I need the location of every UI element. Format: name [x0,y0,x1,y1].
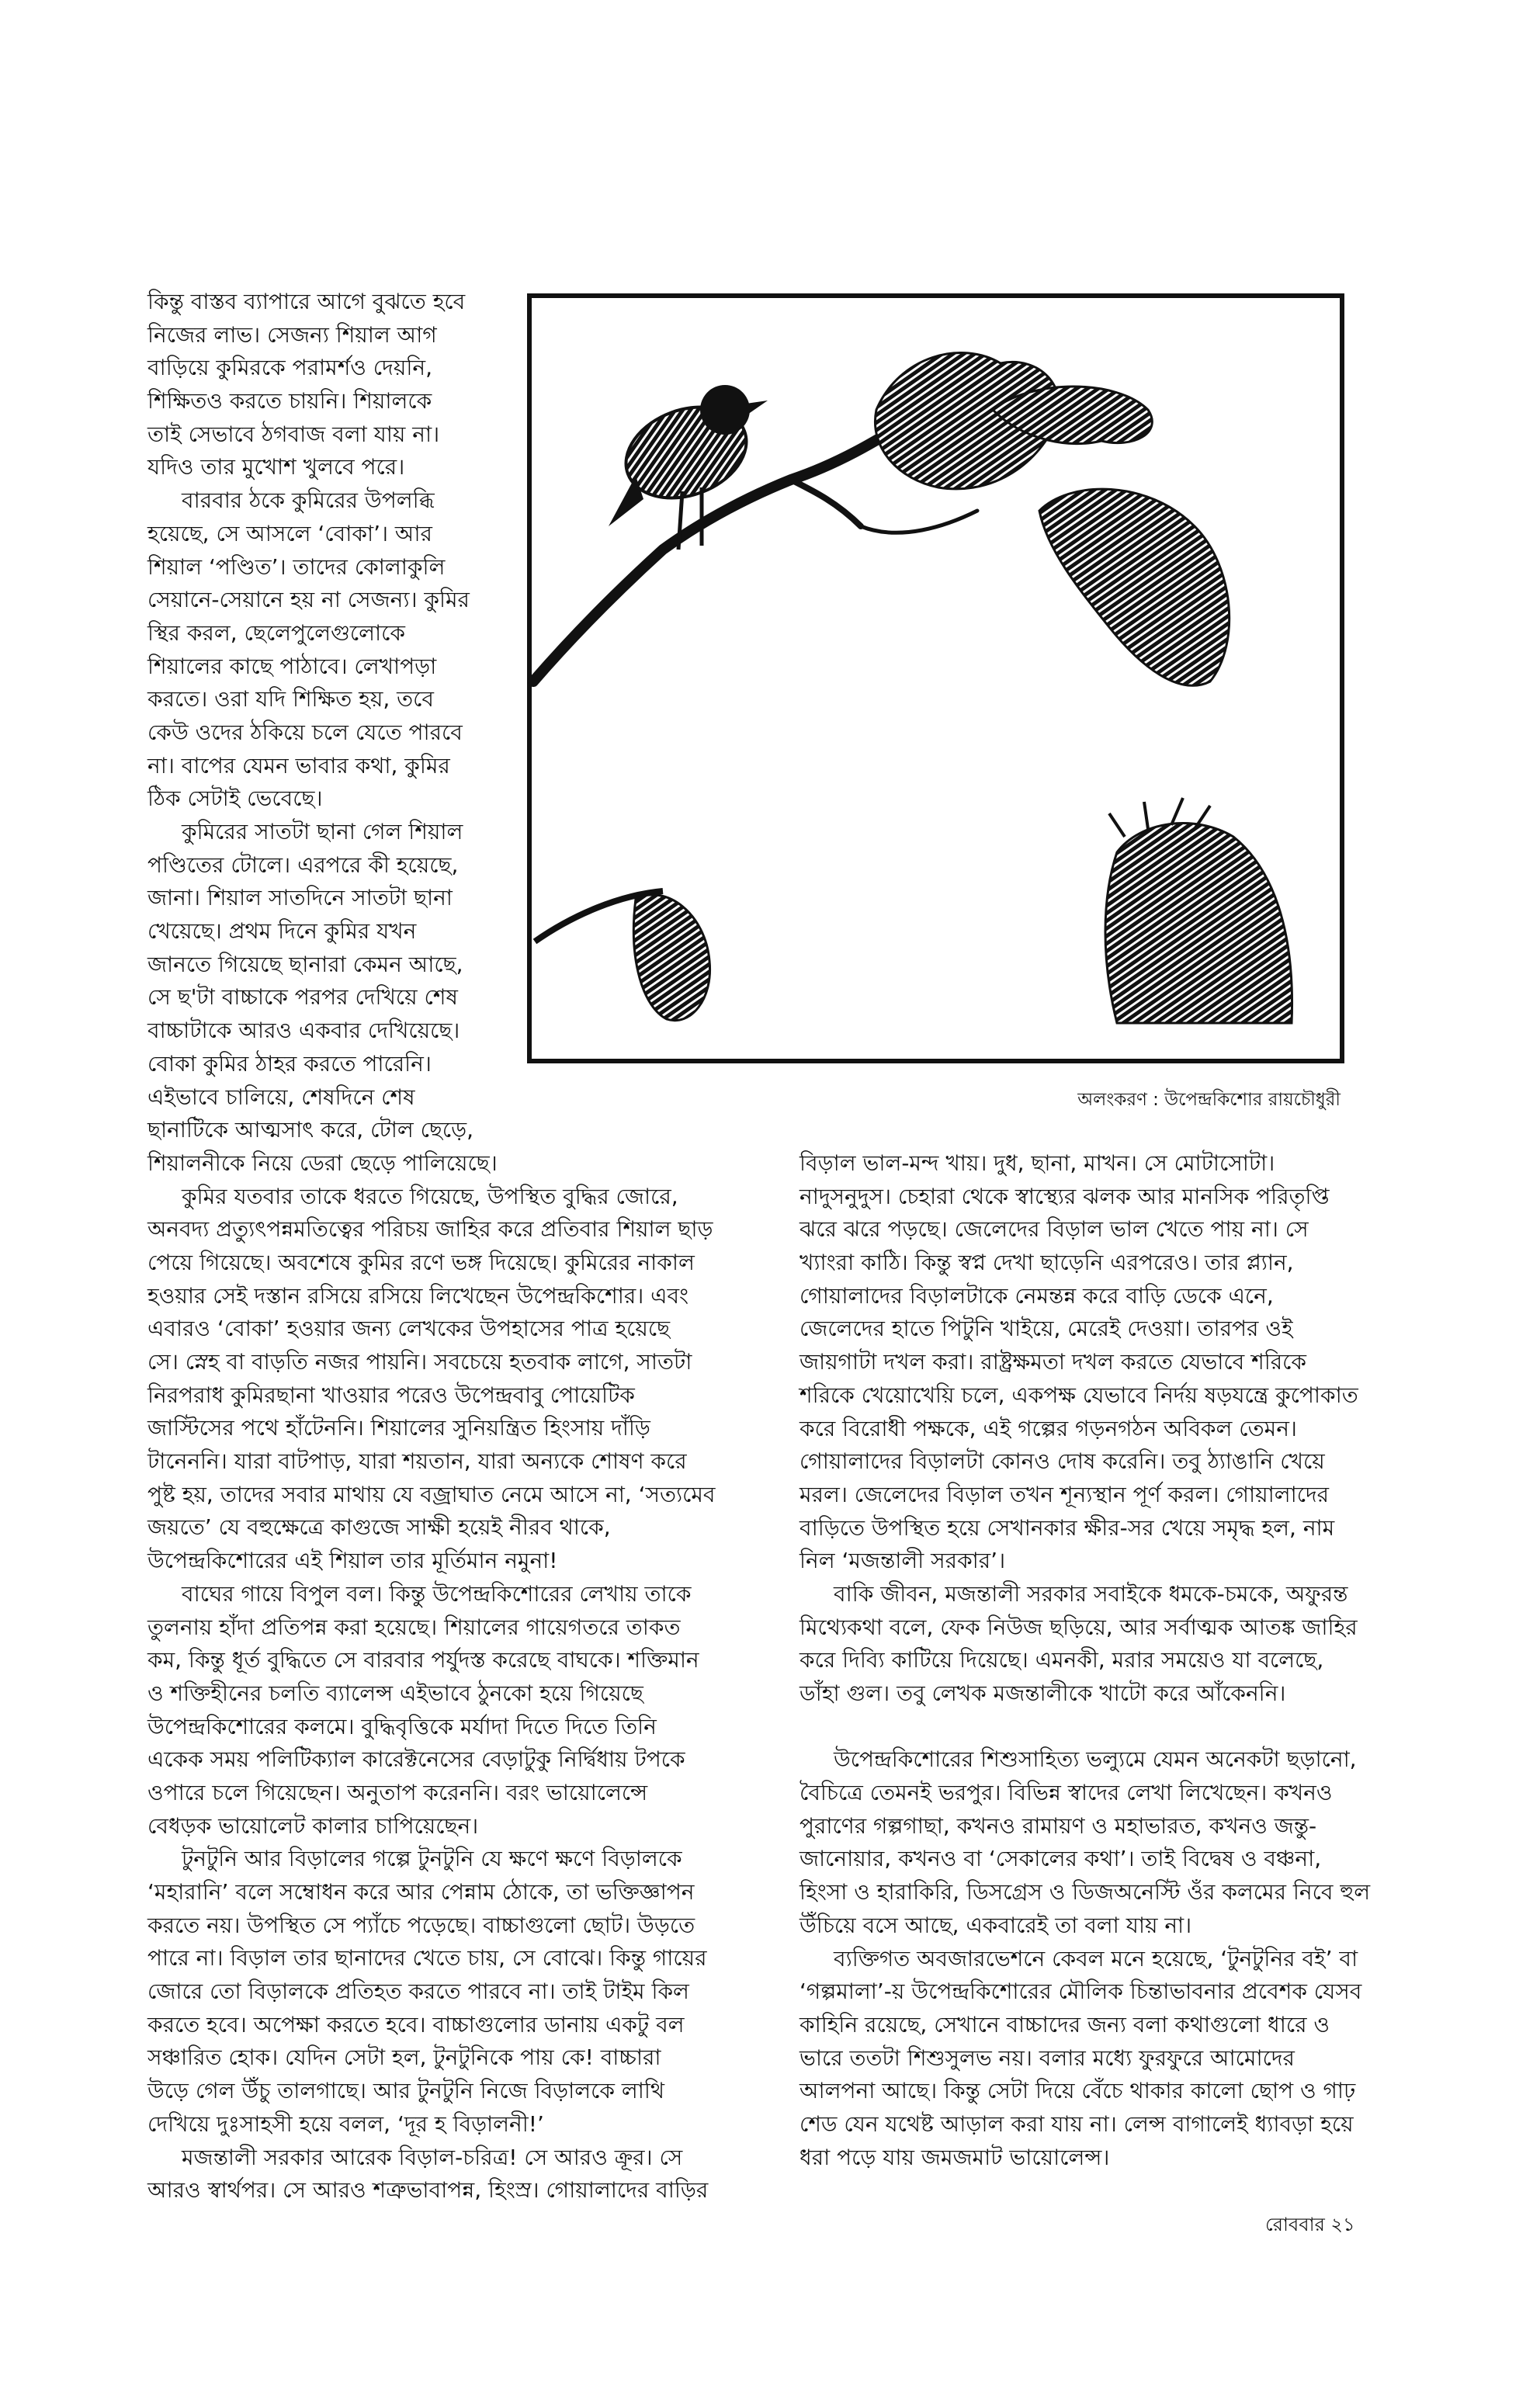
text-line: মিথ্যেকথা বলে, ফেক নিউজ ছড়িয়ে, আর সর্বাত্মক আতঙ্ক জাহির [799,1614,1358,1640]
right-column [799,1147,1397,2174]
text-line: ধরা পড়ে যায় জমজমাট ভায়োলেন্স। [799,2144,1110,2170]
paragraph [799,1147,1397,1578]
text-line: কেউ ওদের ঠকিয়ে চলে যেতে পারবে [147,719,463,745]
text-line: ছানাটিকে আত্মসাৎ করে, টোল ছেড়ে, [147,1117,474,1143]
text-line: কুমিরের সাতটা ছানা গেল শিয়াল [182,819,463,844]
text-line: করতে। ওরা যদি শিক্ষিত হয়, তবে [147,686,434,713]
text-line: একেক সময় পলিটিক্যাল কারেক্টনেসের বেড়াটুকু নির্দ্বিধায় টপকে [147,1746,685,1773]
text-line: মজন্তালী সরকার আরেক বিড়াল-চরিত্র! সে আরও ক্রূর। সে [182,2144,683,2170]
text-line: দেখিয়ে দুঃসাহসী হয়ে বলল, ‘দূর হ বিড়ালনী!’ [147,2110,544,2137]
text-line: হিংসা ও হারাকিরি, ডিসগ্রেস ও ডিজঅনেস্টি ওঁর কলমের নিবে হুল [799,1879,1371,1906]
text-line: জায়গাটা দখল করা। রাষ্ট্রক্ষমতা দখল করতে যেভাবে শরিকে [799,1349,1306,1375]
text-line: জানা। শিয়াল সাতদিনে সাতটা ছানা [147,885,453,911]
text-line: পণ্ডিতের টোলে। এরপরে কী হয়েছে, [147,851,459,878]
text-line: খেয়েছে। প্রথম দিনে কুমির যখন [147,918,417,945]
text-line: শিক্ষিতও করতে চায়নি। শিয়ালকে [147,388,432,414]
text-line: তুলনায় হাঁদা প্রতিপন্ন করা হয়েছে। শিয়ালের গায়েগতরে তাকত [147,1614,681,1640]
text-line: করতে নয়। উপস্থিত সে প্যাঁচে পড়েছে। বাচ্চাগুলো ছোট। উড়তে [147,1912,695,1938]
text-line: উপেন্দ্রকিশোরের এই শিয়াল তার মূর্তিমান নমুনা! [147,1548,558,1574]
text-line: ওপারে চলে গিয়েছেন। অনুতাপ করেননি। বরং ভায়োলেন্সে [147,1779,648,1805]
text-line: বেধড়ক ভায়োলেট কালার চাপিয়েছেন। [147,1812,479,1839]
text-line: শিয়ালের কাছে পাঠাবে। লেখাপড়া [147,653,437,679]
text-line: উপেন্দ্রকিশোরের শিশুসাহিত্য ভল্যুমে যেমন অনেকটা ছড়ানো, [834,1746,1357,1773]
page-folio: রোববার ২১ [1265,2214,1355,2235]
text-line: জাস্টিসের পথে হাঁটেননি। শিয়ালের সুনিয়ন্ত্রিত হিংসায় দাঁড়ি [147,1415,650,1441]
text-line: জেলেদের হাতে পিটুনি খাইয়ে, মেরেই দেওয়া। তারপর ওই [799,1316,1293,1342]
text-line: স্থির করল, ছেলেপুলেগুলোকে [147,619,405,646]
illustration-caption: অলংকরণ : উপেন্দ্রকিশোর রায়চৌধুরী [1077,1090,1341,1110]
text-line: উঁচিয়ে বসে আছে, একবারেই তা বলা যায় না। [799,1912,1192,1938]
text-line: খ্যাংরা কাঠি। কিন্তু স্বপ্ন দেখা ছাড়েনি এরপরেও। তার প্ল্যান, [799,1250,1294,1276]
text-line: শেড যেন যথেষ্ট আড়াল করা যায় না। লেন্স বাগালেই ধ্যাবড়া হয়ে [799,2110,1354,2137]
text-line: বাচ্চাটাকে আরও একবার দেখিয়েছে। [147,1018,460,1044]
text-line: হয়েছে, সে আসলে ‘বোকা’। আর [147,520,432,546]
text-line: করতে হবে। অপেক্ষা করতে হবে। বাচ্চাগুলোর ডানায় একটু বল [147,2011,685,2038]
text-line: বোকা কুমির ঠাহর করতে পারেনি। [147,1050,432,1077]
text-line: ‘গল্পমালা’-য় উপেন্দ্রকিশোরের মৌলিক চিন্তাভাবনার প্রবেশক যেসব [799,1979,1362,2005]
left-column [147,286,737,2207]
text-line: টুনটুনি আর বিড়ালের গল্পে টুনটুনি যে ক্ষণে ক্ষণে বিড়ালকে [182,1846,682,1872]
paragraph [799,1578,1397,1711]
text-line: বাড়িতে উপস্থিত হয়ে সেখানকার ক্ষীর-সর খেয়ে সমৃদ্ধ হল, নাম [799,1514,1335,1541]
paragraph [147,1181,737,1578]
text-line: নিজের লাভ। সেজন্য শিয়াল আগ [147,321,437,348]
text-line: উপেন্দ্রকিশোরের কলমে। বুদ্ধিবৃত্তিকে মর্যাদা দিতে দিতে তিনি [147,1713,657,1739]
paragraph [147,1843,737,2141]
text-line: নাদুসনুদুস। চেহারা থেকে স্বাস্থ্যের ঝলক আর মানসিক পরিতৃপ্তি [799,1183,1330,1209]
text-line: নিরপরাধ কুমিরছানা খাওয়ার পরেও উপেন্দ্রবাবু পোয়েটিক [147,1382,635,1408]
text-line: পুষ্ট হয়, তাদের সবার মাথায় যে বজ্রাঘাত নেমে আসে না, ‘সত্যমেব [147,1481,716,1507]
paragraph [147,286,737,484]
text-line: ঝরে ঝরে পড়ছে। জেলেদের বিড়াল ভাল খেতে পায় না। সে [799,1216,1309,1243]
paragraph [799,1943,1397,2175]
text-line: গোয়ালাদের বিড়ালটা কোনও দোষ করেনি। তবু ঠ্যাঙানি খেয়ে [799,1448,1325,1475]
text-line: না। বাপের যেমন ভাবার কথা, কুমির [147,752,450,779]
text-line: নিল ‘মজন্তালী সরকার’। [799,1548,1006,1574]
text-line: বারবার ঠকে কুমিরের উপলব্ধি [182,487,435,514]
text-line: করে বিরোধী পক্ষকে, এই গল্পের গড়নগঠন অবিকল তেমন। [799,1415,1297,1441]
paragraph [147,1578,737,1843]
text-line: উড়ে গেল উঁচু তালগাছে। আর টুনটুনি নিজে বিড়ালকে লাথি [147,2078,665,2104]
text-line: ভারে ততটা শিশুসুলভ নয়। বলার মধ্যে ফুরফুরে আমোদের [799,2044,1295,2071]
text-line: পুরাণের গল্পগাছা, কখনও রামায়ণ ও মহাভারত, কখনও জন্তু- [799,1812,1317,1839]
text-line: বিড়াল ভাল-মন্দ খায়। দুধ, ছানা, মাখন। সে মোটাসোটা। [799,1150,1275,1176]
paragraph-gap [799,1711,1397,1744]
text-line: জানতে গিয়েছে ছানারা কেমন আছে, [147,951,463,977]
text-line: কুমির যতবার তাকে ধরতে গিয়েছে, উপস্থিত বুদ্ধির জোরে, [182,1183,678,1209]
text-line: জানোয়ার, কখনও বা ‘সেকালের কথা’। তাই বিদ্বেষ ও বঞ্চনা, [799,1846,1322,1872]
text-line: আলপনা আছে। কিন্তু সেটা দিয়ে বেঁচে থাকার কালো ছোপ ও গাঢ় [799,2078,1356,2104]
text-line: জোরে তো বিড়ালকে প্রতিহত করতে পারবে না। তাই টাইম কিল [147,1979,689,2005]
text-line: কাহিনি রয়েছে, সেখানে বাচ্চাদের জন্য বলা কথাগুলো ধারে ও [799,2011,1330,2038]
paragraph [147,2142,737,2207]
text-line: হওয়ার সেই দস্তান রসিয়ে রসিয়ে লিখেছেন উপেন্দ্রকিশোর। এবং [147,1282,689,1309]
text-line: সে ছ'টা বাচ্চাকে পরপর দেখিয়ে শেষ [147,984,458,1011]
text-line: পেয়ে গিয়েছে। অবশেষে কুমির রণে ভঙ্গ দিয়েছে। কুমিরের নাকাল [147,1249,695,1275]
text-line: ডাঁহা গুল। তবু লেখক মজন্তালীকে খাটো করে আঁকেননি। [799,1680,1286,1706]
text-line: বৈচিত্রে তেমনই ভরপুর। বিভিন্ন স্বাদের লেখা লিখেছেন। কখনও [799,1780,1333,1806]
text-line: সে। স্নেহ বা বাড়তি নজর পায়নি। সবচেয়ে হতবাক লাগে, সাতটা [147,1349,692,1375]
text-line: ঠিক সেটাই ভেবেছে। [147,786,323,812]
text-line: শিয়ালনীকে নিয়ে ডেরা ছেড়ে পালিয়েছে। [147,1150,498,1176]
text-line: বাঘের গায়ে বিপুল বল। কিন্তু উপেন্দ্রকিশোরের লেখায় তাকে [182,1580,692,1607]
text-line: টানেননি। যারা বাটপাড়, যারা শয়তান, যারা অন্যকে শোষণ করে [147,1448,687,1475]
text-line: ও শক্তিহীনের চলতি ব্যালেন্স এইভাবে ঠুনকো হয়ে গিয়েছে [147,1680,643,1706]
text-line: বাকি জীবন, মজন্তালী সরকার সবাইকে ধমকে-চমকে, অফুরন্ত [834,1580,1348,1607]
text-line: ‘মহারানি’ বলে সম্বোধন করে আর পেন্নাম ঠোকে, তা ভক্তিজ্ঞাপন [147,1879,695,1905]
text-line: আরও স্বার্থপর। সে আরও শত্রুভাবাপন্ন, হিংস্র। গোয়ালাদের বাড়ির [147,2177,709,2204]
text-line: ব্যক্তিগত অবজারভেশনে কেবল মনে হয়েছে, ‘টুনটুনির বই’ বা [834,1945,1358,1972]
paragraph [147,816,737,1181]
text-line: করে দিব্যি কাটিয়ে দিয়েছে। এমনকী, মরার সময়েও যা বলেছে, [799,1647,1324,1673]
text-line: সঞ্চারিত হোক। যেদিন সেটা হল, টুনটুনিকে পায় কে! বাচ্চারা [147,2044,661,2071]
text-line: পারে না। বিড়াল তার ছানাদের খেতে চায়, সে বোঝে। কিন্তু গায়ের [147,1945,707,1972]
text-line: গোয়ালাদের বিড়ালটাকে নেমন্তন্ন করে বাড়ি ডেকে এনে, [799,1282,1274,1309]
text-line: শিয়াল ‘পণ্ডিত’। তাদের কোলাকুলি [147,553,446,580]
text-line: কম, কিন্তু ধূর্ত বুদ্ধিতে সে বারবার পর্যুদস্ত করেছে বাঘকে। শক্তিমান [147,1647,699,1673]
text-line: শরিকে খেয়োখেয়ি চলে, একপক্ষ যেভাবে নির্দয় ষড়যন্ত্রে কুপোকাত [799,1382,1358,1408]
text-line: অনবদ্য প্রত্যুৎপন্নমতিত্বের পরিচয় জাহির করে প্রতিবার শিয়াল ছাড় [147,1216,713,1243]
text-line: যদিও তার মুখোশ খুলবে পরে। [147,454,405,480]
text-line: কিন্তু বাস্তব ব্যাপারে আগে বুঝতে হবে [147,289,466,314]
paragraph [799,1743,1397,1942]
text-line: তাই সেভাবে ঠগবাজ বলা যায় না। [147,421,440,447]
text-line: সেয়ানে-সেয়ানে হয় না সেজন্য। কুমির [147,587,470,613]
text-line: মরল। জেলেদের বিড়াল তখন শূন্যস্থান পূর্ণ করল। গোয়ালাদের [799,1481,1330,1507]
text-line: জয়তে’ যে বহুক্ষেত্রে কাগুজে সাক্ষী হয়েই নীরব থাকে, [147,1514,611,1541]
paragraph [147,484,737,816]
text-line: বাড়িয়ে কুমিরকে পরামর্শও দেয়নি, [147,355,432,381]
text-line: এবারও ‘বোকা’ হওয়ার জন্য লেখকের উপহাসের পাত্র হয়েছে [147,1316,671,1342]
text-line: এইভাবে চালিয়ে, শেষদিনে শেষ [147,1084,415,1110]
